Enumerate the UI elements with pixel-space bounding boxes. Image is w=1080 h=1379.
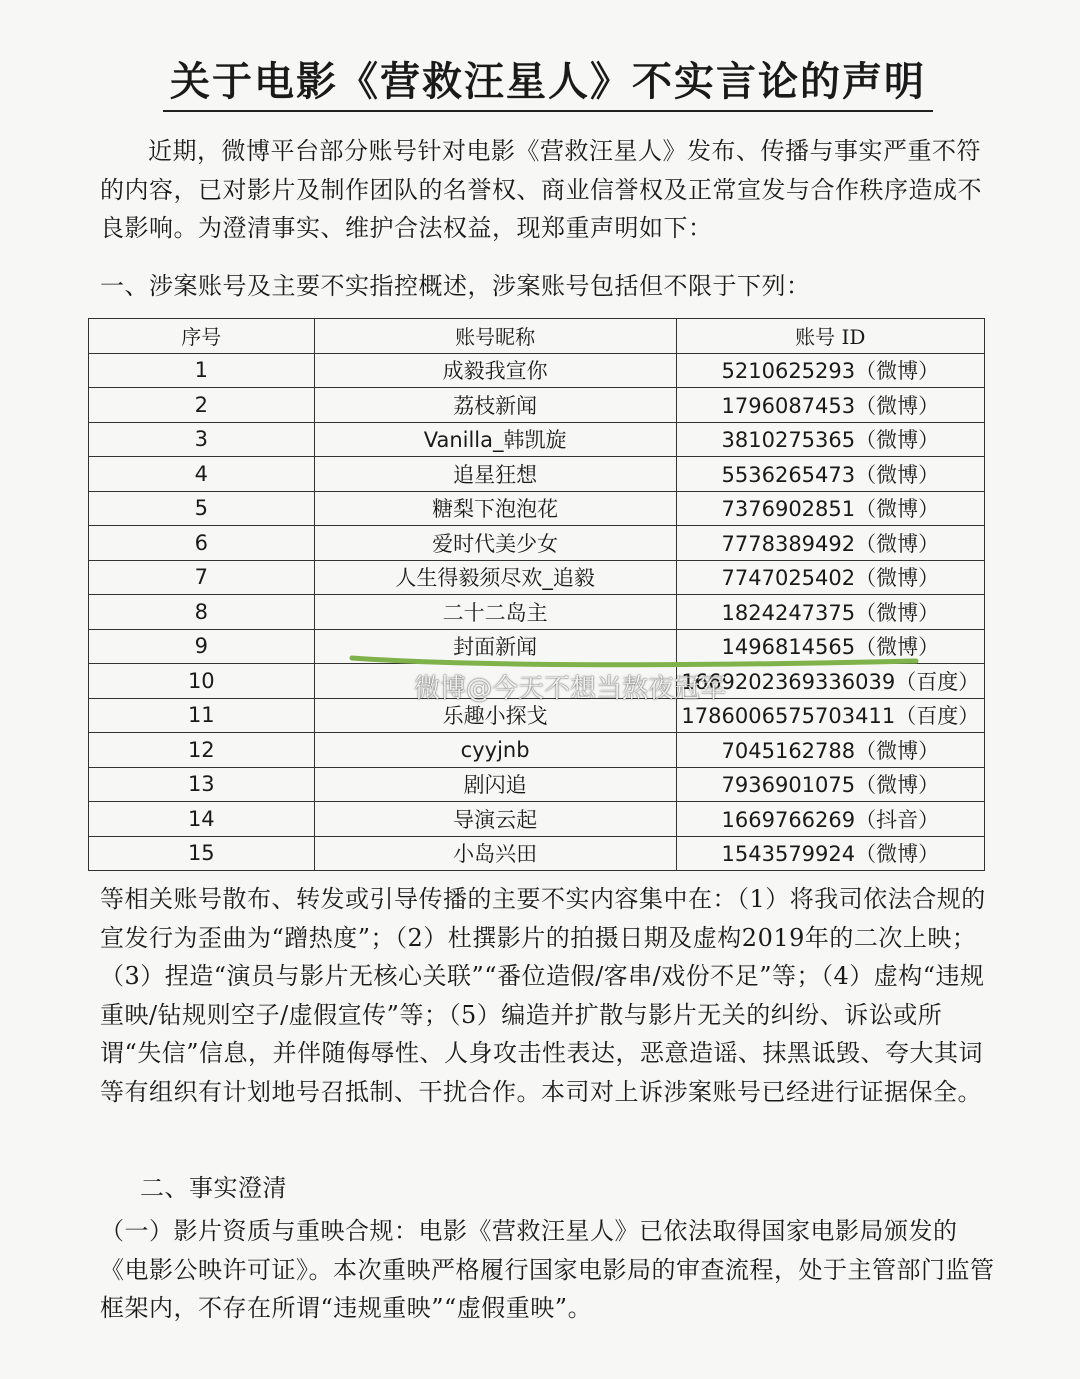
row-nickname: 糖梨下泡泡花: [314, 491, 676, 526]
table-row: [89, 457, 985, 492]
table-row: [89, 422, 985, 457]
row-nickname: 爱时代美少女: [314, 526, 676, 561]
row-account-id: 3810275365（微博）: [676, 422, 984, 457]
intro-paragraph: 近期，微博平台部分账号针对电影《营救汪星人》发布、传播与事实严重不符的内容，已对影片及制作团队的名誉权、商业信誉权及正常宣发与合作秩序造成不良影响。为澄清事实、维护合法权益，现郑重声明如下：: [100, 137, 982, 242]
table-header-row: [89, 319, 985, 354]
allegations-paragraph: 等相关账号散布、转发或引导传播的主要不实内容集中在：（1）将我司依法合规的宣发行为歪曲为“蹭热度”；（2）杜撰影片的拍摄日期及虚构2019年的二次上映；（3）捏造“演员与影片无核心关联”“番位造假/客串/戏份不足”等；（4）虚构“违规重映/钻规则空子/虚假宣传”等；（5）编造并扩散与影片无关的纠纷、诉讼或所谓“失信”信息，并伴随侮辱性、人身攻击性表达，恶意造谣、抹黑诋毁、夸大其词等有组织有计划地号召抵制、干扰合作。本司对上诉涉案账号已经进行证据保全。: [100, 885, 986, 1106]
table-row: [89, 353, 985, 388]
row-account-id: 1669766269（抖音）: [676, 802, 984, 837]
table-row: [89, 595, 985, 630]
table-row: [89, 526, 985, 561]
table-row: [89, 491, 985, 526]
header-account-id: 账号 ID: [676, 319, 984, 354]
row-index: 14: [89, 802, 315, 837]
row-nickname: 人生得毅须尽欢_追毅: [314, 560, 676, 595]
header-index: 序号: [89, 319, 315, 354]
row-nickname: Vanilla_韩凯旋: [314, 422, 676, 457]
row-account-id: 5210625293（微博）: [676, 353, 984, 388]
row-index: 6: [89, 526, 315, 561]
table-row: [89, 560, 985, 595]
row-account-id: 1824247375（微博）: [676, 595, 984, 630]
table-row: [89, 767, 985, 802]
row-index: 8: [89, 595, 315, 630]
row-nickname: 小岛兴田: [314, 836, 676, 871]
row-account-id: 1786006575703411（百度）: [676, 698, 984, 733]
row-account-id: 7778389492（微博）: [676, 526, 984, 561]
row-account-id: 7936901075（微博）: [676, 767, 984, 802]
row-account-id: 1543579924（微博）: [676, 836, 984, 871]
row-index: 10: [89, 664, 315, 699]
table-row: [89, 629, 985, 664]
section2-heading: 二、事实澄清: [140, 1174, 287, 1202]
row-index: 11: [89, 698, 315, 733]
row-nickname: 成毅我宣你: [314, 353, 676, 388]
table-row: [89, 802, 985, 837]
row-account-id: 5536265473（微博）: [676, 457, 984, 492]
row-index: 15: [89, 836, 315, 871]
row-nickname: 追星狂想: [314, 457, 676, 492]
document-title: 关于电影《营救汪星人》不实言论的声明: [163, 56, 933, 112]
row-account-id: 7045162788（微博）: [676, 733, 984, 768]
row-index: 4: [89, 457, 315, 492]
row-index: 9: [89, 629, 315, 664]
weibo-watermark: 微博@今天不想当熬夜冠军: [414, 674, 727, 704]
row-account-id: 7747025402（微博）: [676, 560, 984, 595]
row-index: 7: [89, 560, 315, 595]
table-row: [89, 836, 985, 871]
section1-heading: 一、涉案账号及主要不实指控概述，涉案账号包括但不限于下列：: [100, 272, 811, 300]
section2-paragraph: （一）影片资质与重映合规：电影《营救汪星人》已依法取得国家电影局颁发的《电影公映许可证》。本次重映严格履行国家电影局的审查流程，处于主管部门监管框架内，不存在所谓“违规重映”“虚假重映”。: [100, 1217, 995, 1322]
row-nickname: 剧闪追: [314, 767, 676, 802]
row-nickname: 乐趣小探戈: [314, 698, 676, 733]
row-nickname: 荔枝新闻: [314, 388, 676, 423]
row-index: 5: [89, 491, 315, 526]
header-nickname: 账号昵称: [314, 319, 676, 354]
row-nickname: 导演云起: [314, 802, 676, 837]
row-index: 13: [89, 767, 315, 802]
row-nickname: 封面新闻: [314, 629, 676, 664]
row-account-id: 1796087453（微博）: [676, 388, 984, 423]
row-index: 2: [89, 388, 315, 423]
row-nickname: cyyjnb: [314, 733, 676, 768]
row-account-id: 1496814565（微博）: [676, 629, 984, 664]
row-account-id: 1669202369336039（百度）: [676, 664, 984, 699]
table-row: [89, 733, 985, 768]
row-index: 3: [89, 422, 315, 457]
row-nickname: 二十二岛主: [314, 595, 676, 630]
accounts-table: [88, 318, 985, 871]
row-account-id: 7376902851（微博）: [676, 491, 984, 526]
row-index: 1: [89, 353, 315, 388]
table-row: [89, 388, 985, 423]
row-index: 12: [89, 733, 315, 768]
